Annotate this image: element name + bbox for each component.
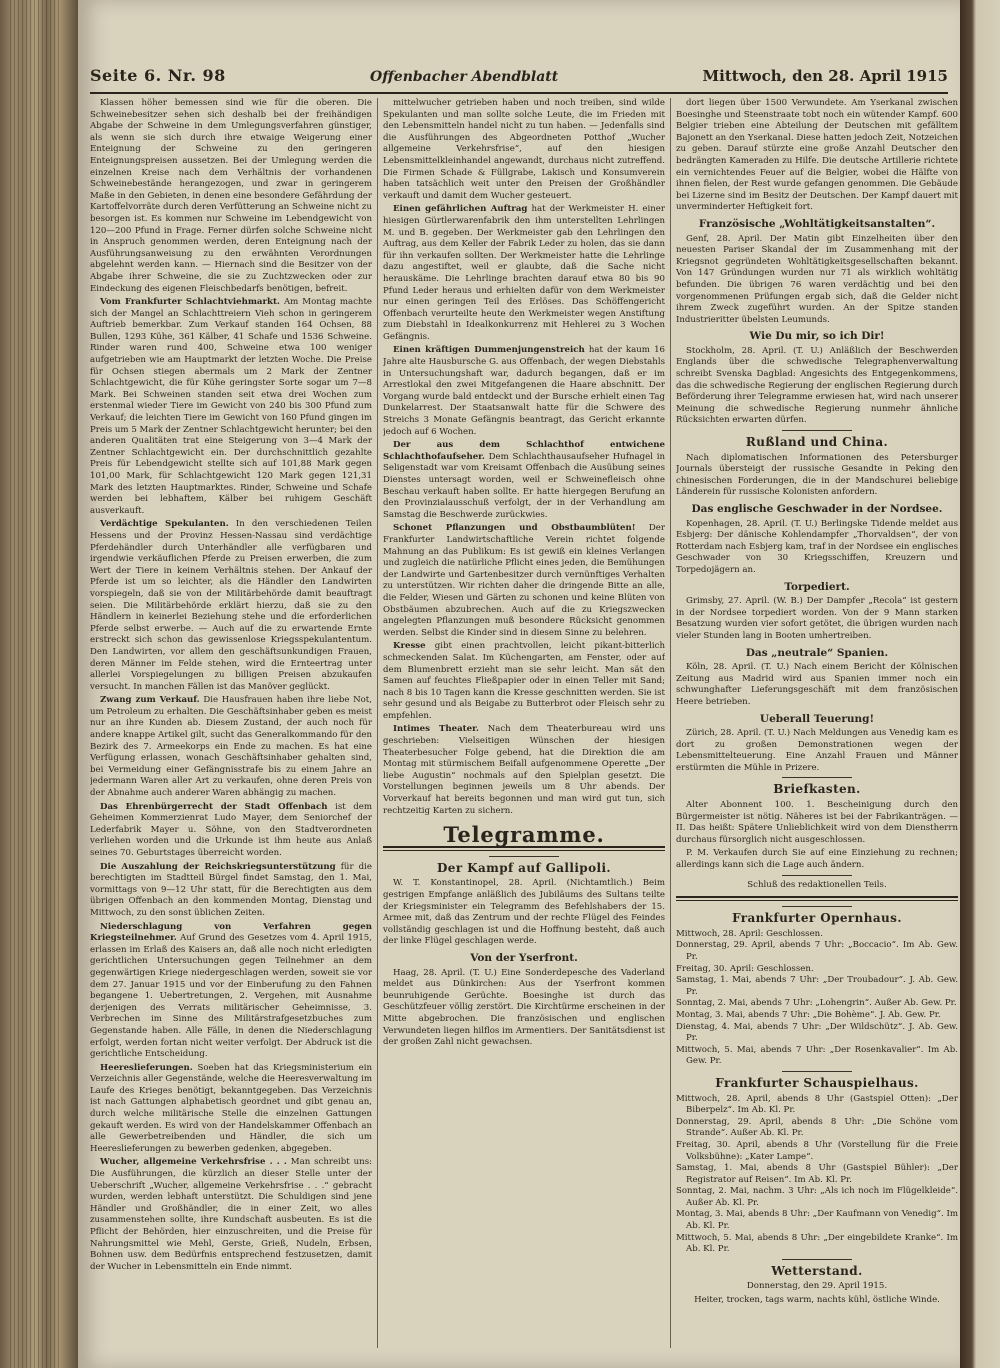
article-text: hat der kaum 16 Jahre alte Hausbursche G. aus Offenbach, der wegen Diebstahls in Untersuchungshaft war, dadurch begangen, daß er im Arrestlokal den zwei Mitgefangenen die Haare abschnitt. Der Vorgang wurde bald entdeckt und der Bursche erhielt einen Tag Dunkelarrest. Der Staatsanwalt hatte für die Schwere des Streichs 3 Monate Gefängnis beantragt, das Gericht erkannte jedoch auf 6 Wochen. — [383, 345, 665, 437]
section-heading: Telegramme. — [443, 822, 605, 848]
article-heading: Briefkasten. — [773, 782, 861, 797]
article-lead: Vom Frankfurter Schlachtviehmarkt. — [100, 297, 280, 308]
article-text: ist dem Geheimen Kommerzienrat Ludo Mayer, dem Seniorchef der Lederfabrik Mayer u. Söhne, von den Stadtverordneten verliehen worden und die Urkunde ist ihm heute aus Anlaß seines 70. Geburtstages überreicht worden. — [90, 801, 372, 858]
article-paragraph — [676, 453, 958, 499]
schedule-entry: Freitag, 30. April, abends 8 Uhr (Vorstellung für die Freie Volksbühne): „Kater Lampe“. — [676, 1139, 958, 1162]
article-text: für die berechtigten im Stadtteil Bürgel findet Samstag, den 1. Mai, vormittags von 9—12 Uhr statt, für die Berechtigten aus dem übrigen Offenbach an den kommenden Montag, Dienstag und Mittwoch, zu den sonst üblichen Zeiten. — [90, 861, 372, 918]
schedule-entry: Dienstag, 4. Mai, abends 7 Uhr: „Der Wildschütz“. J. Ab. Gew. Pr. — [676, 1021, 958, 1044]
article-paragraph — [676, 346, 958, 427]
article-text: Kopenhagen, 28. April. (T. U.) Berlingske Tidende meldet aus Esbjerg: Der dänische Kohlendampfer „Thorvaldsen“, der von Rotterdam nach Esbjerg kam, traf in der Nordsee ein englisches Geschwader von 30 Kriegsschiffen, Kreuzern und Torpedojägern an. — [676, 518, 958, 575]
schedule-entry: Mittwoch, 5. Mai, abends 7 Uhr: „Der Rosenkavalier“. Im Ab. Gew. Pr. — [676, 1044, 958, 1067]
article-lead: Niederschlagung von Verfahren gegen Kriegsteilnehmer. — [90, 921, 372, 944]
article-paragraph — [383, 204, 665, 343]
article-text: Alter Abonnent 100. 1. Bescheinigung durch den Bürgermeister ist nötig. Näheres ist bei der Fabrikanträgen. — II. Das heißt: Spätere Unlieblichkeit wird von dem Dienstherrn durchaus fürsorglich nicht ausgeschlossen. — [676, 800, 958, 845]
article-subheading: Das „neutrale“ Spanien. — [745, 646, 889, 659]
article-paragraph — [90, 922, 372, 1061]
article-text: In den verschiedenen Teilen Hessens und der Provinz Hessen-Nassau sind verdächtige Pferdehändler durch Unterhändler alle verfügbaren und irgendwie verkäuflichen Pferde zu Preisen erwerben, die zum Wert der Tiere in keinem Verhältnis stehen. Der Ankauf der Pferde ist um so leichter, als die Händler den Landwirten vorspiegeln, daß sie von der Militärbehörde damit beauftragt seien. Die Militärbehörde erklärt hierzu, daß sie zu den Händlern in keinerlei Beziehung stehe und die erforderlichen Pferde selbst erwerbe. — Auch auf die zu erwartende Ernte erstreckt sich schon das gewissenlose Kriegsspekulantentum. Den Landwirten, vor allem den geschäftsunkundigen Frauen, deren Männer im Felde stehen, wird die Ernteertrag unter allerlei Vorspiegelungen zu billigen Preisen abzukaufen versucht. In manchen Fällen ist das Manöver geglückt. — [90, 519, 372, 692]
article-text: Genf, 28. April. Der Matin gibt Einzelheiten über den neuesten Pariser Skandal der im Zusammenhang mit der Kriegsnot gegründeten Wohltätigkeitsgesellschaften bekannt. Von 147 Gründungen wurden nur 71 als wirklich wohltätig befunden. Die übrigen 76 waren verdächtig und bei den vorgenommenen Prüfungen ergab sich, daß die Gelder nicht ihrem Zweck zugeführt wurden. An der Spitze standen Industrieritter übelsten Leumunds. — [676, 233, 958, 325]
article-paragraph — [90, 1157, 372, 1273]
article-text: Soeben hat das Kriegsministerium ein Verzeichnis aller Gegenstände, welche die Heeresverwaltung im Laufe des Krieges benötigt, bekanntgegeben. Das Verzeichnis ist nach Gattungen alphabetisch geordnet und gibt genau an, durch welche militärische Stelle die einzelnen Gattungen gekauft werden. Es wird von der Handelskammer Offenbach an alle Gewerbetreibenden und Händler, die sich um Heereslieferungen zu bewerben gedenken, abgegeben. — [90, 1062, 372, 1154]
article-lead: Einen kräftigen Dummenjungenstreich — [393, 345, 585, 356]
heading-rule — [782, 777, 852, 778]
article-text: P. M. Verkaufen durch Sie auf eine Einziehung zu rechnen; allerdings kann sich die Lage auch ändern. — [676, 848, 958, 871]
article-heading: Wetterstand. — [771, 1263, 863, 1278]
article-paragraph — [383, 523, 665, 639]
heading-rule — [489, 856, 559, 857]
article-paragraph — [676, 234, 958, 327]
schedule-entry: Mittwoch, 28. April: Geschlossen. — [676, 928, 823, 939]
article-text: Auf Grund des Gesetzes vom 4. April 1915, erlassen im Erlaß des Kaisers an, daß alle noch nicht erledigten gerichtlichen Untersuchungen gegen Teilnehmer an dem gegenwärtigen Kriege niedergeschlagen werden, soweit sie vor dem 27. Januar 1915 und vor der Einberufung zu den Fahnen begangene 1. Uebertretungen, 2. Vergehen, mit Ausnahme derjenigen des Verrats militärischer Geheimnisse, 3. Verbrechen im Sinne des Militärstrafgesetzbuches zum Gegenstande haben. Alle Fälle, in denen die Niederschlagung erfolgt, werden fortan nicht weiter verfolgt. Der Abdruck ist die gerichtliche Entscheidung. — [90, 933, 372, 1060]
article-paragraph — [676, 519, 958, 577]
schedule-entry: Mittwoch, 28. April, abends 8 Uhr (Gastspiel Otten): „Der Biberpelz“. Im Ab. Kl. Pr. — [676, 1093, 958, 1116]
article-text: Zürich, 28. April. (T. U.) Nach Meldungen aus Venedig kam es dort zu großen Demonstrationen wegen der Lebensmittelteuerung. Eine Anzahl Frauen und Männer erstürmten die Mühle in Prizere. — [676, 728, 958, 773]
heading-rule — [782, 430, 852, 431]
article-lead: Verdächtige Spekulanten. — [100, 519, 229, 530]
weather-line: Donnerstag, den 29. April 1915. — [746, 1281, 888, 1292]
weather-line: Heiter, trocken, tags warm, nachts kühl, östliche Winde. — [694, 1295, 940, 1306]
article-lead: Der aus dem Schlachthof entwichene Schlachthofaufseher. — [383, 440, 665, 462]
article-paragraph — [90, 862, 372, 920]
article-lead: Wucher, allgemeine Verkehrsfrise . . . — [100, 1157, 287, 1168]
article-subheading: Torpediert. — [784, 580, 850, 593]
article-text: Klassen höher bemessen sind wie für die oberen. Die Schweinebesitzer sehen sich deshalb bei der freihändigen Abgabe der Schweine in dem Umlegungsverfahren günstiger, als wenn sie sich durch ihre etwaige Weigerung einer Enteignung der Schweine zu den geringeren Enteignungspreisen aussetzen. Bei der Umlegung werden die einzelnen Kreise nach dem Verhältnis der vorhandenen Schweinebestände herangezogen, und zwar in geringerem Maße in den Gebieten, in denen eine besondere Gefährdung der Kartoffelvorräte durch deren Verfütterung an Schweine nicht zu besorgen ist. Es kommen nur Schweine im Lebendgewicht von 120—200 Pfund in Frage. Ferner dürfen solche Schweine nicht in Anspruch genommen werden, deren Enteignung nach der Ausführungsanweisung zu den erwähnten Verordnungen abgelehnt werden kann. — Hiernach sind die Besitzer von der Abgabe ihrer Schweine, die sie zu Zuchtzwecken oder zur Eindeckung des eigenen Fleischbedarfs benötigen, befreit. — [90, 98, 372, 294]
column-1 — [90, 98, 372, 1348]
article-lead: Das Ehrenbürgerrecht der Stadt Offenbach — [100, 801, 328, 812]
column-3 — [676, 98, 958, 1348]
schedule-entry: Freitag, 30. April: Geschlossen. — [676, 963, 814, 974]
article-lead: Einen gefährlichen Auftrag — [393, 204, 528, 215]
article-heading: Frankfurter Opernhaus. — [732, 911, 902, 926]
schedule-entry: Donnerstag, 29. April, abends 7 Uhr: „Boccacio“. Im Ab. Gew. Pr. — [676, 940, 958, 962]
article-paragraph — [90, 98, 372, 295]
article-subheading: Von der Yserfront. — [470, 951, 578, 964]
article-text: gibt einen prachtvollen, leicht pikant-bitterlich schmeckenden Salat. Im Küchengarten, am Fenster, oder auf dem Blumenbrett erzieht man sie sehr leicht. Man sät den Samen auf feuchtes Fließpapier oder in einen Teller mit Sand; nach 8 bis 10 Tagen kann die Kresse geschnitten werden. Sie ist sehr gesund und als Beigabe zu Butterbrot oder Fleisch sehr zu empfehlen. — [383, 641, 665, 721]
column-2 — [383, 98, 665, 1348]
article-lead: Heereslieferungen. — [100, 1062, 193, 1073]
schedule-entry: Sonntag, 2. Mai, abends 7 Uhr: „Lohengrin“. Außer Ab. Gew. Pr. — [676, 998, 957, 1009]
section-rule — [676, 896, 958, 901]
article-subheading: Das englische Geschwader in der Nordsee. — [691, 503, 943, 515]
article-paragraph — [383, 968, 665, 1049]
article-lead: Intimes Theater. — [393, 724, 479, 735]
issue-date: Mittwoch, den 28. April 1915 — [702, 67, 948, 85]
article-text: Der Frankfurter Landwirtschaftliche Verein richtet folgende Mahnung an das Publikum: Es ist gewiß ein kleines Verlangen und zugleich die natürliche Pflicht eines jeden, die Bemühungen der Landwirte und Gartenbesitzer durch vernünftiges Verhalten zu unterstützen. Wir richten daher die dringende Bitte an alle, die Felder, Wiesen und Gärten zu schonen und keine Blüten von Obstbäumen abzubrechen. Auch auf die zu Kriegszwecken angelegten Pflanzungen muß besondere Rücksicht genommen werden. Selbst die Kinder sind in diesem Sinne zu belehren. — [383, 523, 665, 638]
schedule-entry: Donnerstag, 29. April, abends 8 Uhr: „Die Schöne vom Strande“. Außer Ab. Kl. Pr. — [676, 1116, 958, 1139]
article-text: Köln, 28. April. (T. U.) Nach einem Bericht der Kölnischen Zeitung aus Madrid wird aus Spanien immer noch ein schwunghafter Lieferungsgeschäft mit dem französischen Heere betrieben. — [676, 662, 958, 707]
article-text: hat der Werkmeister H. einer hiesigen Gürtlerwarenfabrik den ihm unterstellten Lehrlingen M. und B. gegeben. Der Werkmeister gab den Lehrlingen den Auftrag, aus dem Keller der Fabrik Leder zu holen, das sie dann für ihn verkaufen sollten. Der Werkmeister hatte die Lehrlinge dazu angestiftet, weil er glaubte, daß die Sache nicht herauskäme. Die Lehrlinge brachten darauf etwa 80 bis 90 Pfund Leder heraus und erhielten dafür von dem Werkmeister nur einen geringen Teil des Erlöses. Das Schöffengericht Offenbach verurteilte heute den Werkmeister wegen Anstiftung zum Diebstahl in Idealkonkurrenz mit Hehlerei zu 3 Wochen Gefängnis. — [383, 204, 665, 342]
article-paragraph — [90, 695, 372, 799]
article-paragraph — [90, 1063, 372, 1156]
article-text: Grimsby, 27. April. (W. B.) Der Dampfer „Recola“ ist gestern in der Nordsee torpediert worden. Von der 9 Mann starken Besatzung wurden vier sofort getötet, die übrigen wurden nach vieler Stunden lang in Booten umhertreiben. — [676, 596, 958, 641]
schedule-entry: Montag, 3. Mai, abends 8 Uhr: „Der Kaufmann von Venedig“. Im Ab. Kl. Pr. — [676, 1209, 958, 1232]
article-text: Dem Schlachthausaufseher Hufnagel in Seligenstadt war vom Kreisamt Offenbach die Ausübung seines Dienstes untersagt worden, weil er Schweinefleisch ohne Beschau verkauft haben sollte. Er hatte hiergegen Berufung an den Provinzialausschuß verfolgt, der in der Verhandlung am Samstag die Beschwerde zurückwies. — [383, 451, 665, 520]
editorial-end-note: Schluß des redaktionellen Teils. — [747, 879, 887, 890]
heading-rule — [782, 1259, 852, 1260]
article-paragraph — [90, 297, 372, 517]
page-header — [90, 66, 948, 90]
article-heading: Der Kampf auf Gallipoli. — [436, 860, 611, 875]
article-paragraph — [383, 878, 665, 948]
article-text: mittelwucher getrieben haben und noch treiben, sind wilde Spekulanten und man sollte solche Leute, die im Frieden mit den Lebensmitteln handel nicht zu tun haben. — Jedenfalls sind die Ausführungen des Abgeordneten Potthof „Wucher allgemeine Verkehrsfrise“, auf den hiesigen Lebensmittelkleinhandel angewandt, durchaus nicht zutreffend. Die Firmen Schade & Füllgrabe, Lakisch und Konsumverein haben tatsächlich weit unter den Preisen der Großhändler verkauft und damit dem Wucher gesteuert. — [383, 98, 665, 201]
newspaper-title: Offenbacher Abendblatt — [370, 69, 559, 85]
page-number: Seite 6. Nr. 98 — [90, 66, 226, 85]
article-paragraph — [383, 724, 665, 817]
article-lead: Die Auszahlung der Reichskriegsunterstützung — [100, 861, 336, 872]
book-binding — [0, 0, 78, 1368]
newspaper-page — [78, 0, 960, 1368]
article-paragraph — [676, 728, 958, 774]
article-lead: Schonet Pflanzungen und Obstbaumblüten! — [393, 523, 636, 534]
article-text: Am Montag machte sich der Mangel an Schlachttreiern Vieh schon in geringerem Auftrieb bemerkbar. Zum Verkauf standen 164 Ochsen, 88 Bullen, 1293 Kühe, 361 Kälber, 41 Schafe und 1536 Schweine. Rinder waren rund 400, Schweine etwa 100 weniger aufgetrieben wie am Hauptmarkt der letzten Woche. Die Preise für Ochsen stiegen abermals um 2 Mark der Zentner Schlachtgewicht, die für Kühe geringster Sorte sogar um 7—8 Mark. Bei Schweinen standen seit etwa drei Wochen zum erstenmal wieder Tiere im Gewicht von 240 bis 300 Pfund zum Verkauf; die leichten Tiere im Gewicht von 160 Pfund gingen im Preis um 5 Mark der Zentner Schlachtgewicht herunter; bei den anderen Qualitäten trat eine Steigerung von 3—4 Mark der Zentner Schlachtgewicht ein. Der durchschnittlich gezahlte Preis für Lebendgewicht stellte sich auf 101,88 Mark gegen 101,00 Mark, für Schlachtgewicht 120 Mark gegen 121,31 Mark des letzten Hauptmarktes. Rinder, Schweine und Schafe werden bei lebhaftem, Kälber bei ruhigem Geschäft ausverkauft. — [90, 297, 372, 516]
article-subheading: Französische „Wohltätigkeitsanstalten“. — [698, 217, 936, 230]
article-text: Die Hausfrauen haben ihre liebe Not, um Petroleum zu erhalten. Die Geschäftsinhaber geben es meist nur an ihre Kunden ab. Diesem Zustand, der auch noch für andere knappe Artikel gilt, sucht das Generalkommando für den Bezirk des 7. Armeekorps ein Ende zu machen. Es hat eine Verfügung erlassen, wonach Geschäftsinhaber gehalten sind, bei Vermeidung einer Gefängnisstrafe bis zu einem Jahre an jedermann Waren aller Art zu verkaufen, ohne deren Preis von der Abnahme auch anderer Waren abhängig zu machen. — [90, 695, 372, 799]
article-paragraph — [676, 848, 958, 871]
article-lead: Kresse — [393, 641, 426, 652]
article-paragraph — [676, 98, 958, 214]
article-text: W. T. Konstantinopel, 28. April. (Nichtamtlich.) Beim gestrigen Empfange anläßlich des Jubiläums des Sultans teilte der Kriegsminister ein Telegramm des Befehlshabers der 15. Armee mit, daß das Zentrum und der rechte Flügel des Feindes vollständig geschlagen ist und die Hoffnung besteht, daß auch der linke Flügel geschlagen werde. — [383, 878, 665, 947]
schedule-entry: Montag, 3. Mai, abends 7 Uhr: „Die Bohème“. J. Ab. Gew. Pr. — [676, 1009, 941, 1020]
article-heading: Rußland und China. — [745, 435, 889, 450]
article-paragraph — [383, 440, 665, 521]
article-text: Nach dem Theaterbureau wird uns geschrieben: Vielseitigen Wünschen der hiesigen Theaterbesucher Folge gebend, hat die Direktion die am Montag mit stürmischem Beifall aufgenommene Operette „Der liebe Augustin“ nochmals auf den Spielplan gesetzt. Die Vorstellungen beginnen jeweils um 8 Uhr abends. Der Vorverkauf hat bereits begonnen und man wird gut tun, sich rechtzeitig Karten zu sichern. — [383, 724, 665, 816]
article-paragraph — [383, 98, 665, 202]
article-paragraph — [676, 596, 958, 642]
heading-rule — [782, 1071, 852, 1072]
article-heading: Frankfurter Schauspielhaus. — [715, 1075, 919, 1090]
article-text: Stockholm, 28. April. (T. U.) Anläßlich der Beschwerden Englands über die schwedische Telegraphenverwaltung schreibt Svenska Dagblad: Angesichts des Entgegenkommens, das die schwedische Regierung der englischen Regierung durch Beförderung ihrer Telegramme erwiesen hat, wird nach unserer Meinung die schwedische Regierung nunmehr ähnliche Rücksichten erwarten dürfen. — [676, 345, 958, 426]
article-text: Haag, 28. April. (T. U.) Eine Sonderdepesche des Vaderland meldet aus Dünkirchen: Aus der Yserfront kommen beunruhigende Gerüchte. Boesinghe ist durch das Geschützfeuer völlig zerstört. Die Kirchtürme erscheinen in der Mitte abgebrochen. Die französischen und englischen Verwundeten liegen hilflos im Armentiers. Der Sanitätsdienst ist der großen Zahl nicht gewachsen. — [383, 967, 665, 1048]
article-subheading: Ueberall Teuerung! — [759, 712, 875, 725]
schedule-entry: Sonntag, 2. Mai, nachm. 3 Uhr: „Als ich noch im Flügelkleide“. Außer Ab. Kl. Pr. — [676, 1186, 958, 1208]
schedule-entry: Samstag, 1. Mai, abends 7 Uhr: „Der Troubadour“. J. Ab. Gew. Pr. — [676, 975, 958, 997]
heading-rule — [782, 875, 852, 876]
article-paragraph — [676, 800, 958, 846]
column-divider — [377, 98, 378, 1348]
article-paragraph — [383, 345, 665, 438]
article-paragraph — [676, 662, 958, 708]
schedule-entry: Samstag, 1. Mai, abends 8 Uhr (Gastspiel Bühler): „Der Registrator auf Reisen“. Im Ab. Kl. Pr. — [676, 1163, 958, 1185]
article-text: Man schreibt uns: Die Ausführungen, die kürzlich an dieser Stelle unter der Ueberschrift „Wucher, allgemeine Verkehrsfrise . . .“ gebracht wurden, werden lebhaft unterstützt. Die Schuldigen sind jene Händler und Großhändler, die in einer Zeit, wo alles zusammenstehen sollte, ihre Kundschaft ausbeuten. Es ist die Pflicht der Behörden, hier einzuschreiten, und die Preise für Nahrungsmittel wie Mehl, Gerste, Grieß, Nudeln, Erbsen, Bohnen usw. dem Bedürfnis entsprechend festzusetzen, damit der Wucher in Lebensmitteln ein Ende nimmt. — [90, 1157, 372, 1272]
article-text: Nach diplomatischen Informationen des Petersburger Journals übersteigt der russische Gesandte in Peking den chinesischen Forderungen, die in der Mandschurei beliebige Länderein für russische Kolonisten anfordern. — [676, 452, 958, 498]
column-divider — [670, 98, 671, 1348]
article-paragraph — [90, 802, 372, 860]
schedule-entry: Mittwoch, 5. Mai, abends 8 Uhr: „Der eingebildete Kranke“. Im Ab. Kl. Pr. — [676, 1232, 958, 1255]
header-rule — [90, 92, 948, 94]
article-text: dort liegen über 1500 Verwundete. Am Yserkanal zwischen Boesinghe und Steenstraate tobt noch ein wütender Kampf. 600 Belgier trieben eine Abteilung der Deutschen mit gefälltem Bajonett an den Yserkanal. Diese hatten jedoch Zeit, Notzeichen zu geben. Darauf stürzte eine große Anzahl Deutscher den bedrängten Kameraden zu Hilfe. Die deutsche Artillerie richtete ein vernichtendes Feuer auf die Belgier, wobei die Hälfte von ihnen fielen, der Rest wurde gefangen genommen. Die Gebäude bei Lizerne sind im Besitz der Deutschen. Der Kampf dauert mit unverminderter Heftigkeit fort. — [676, 98, 958, 213]
heading-rule — [782, 906, 852, 907]
adjacent-page-edge — [960, 0, 1000, 1368]
article-paragraph — [383, 641, 665, 722]
article-lead: Zwang zum Verkauf. — [100, 695, 200, 706]
article-paragraph — [90, 519, 372, 693]
article-subheading: Wie Du mir, so ich Dir! — [749, 330, 885, 343]
